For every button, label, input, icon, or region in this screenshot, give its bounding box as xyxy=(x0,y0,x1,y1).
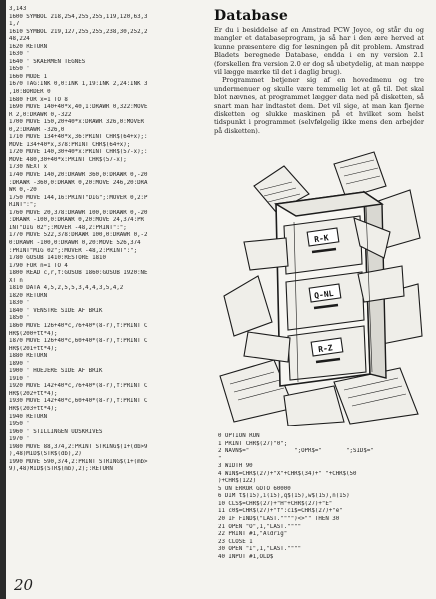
article-title: Database xyxy=(214,8,288,24)
code-line: 3 WIDTH 90 xyxy=(218,463,253,470)
code-line: 1690 MOVE 140+40*x,40,1:DRAWR 0,322:MOVE xyxy=(9,104,148,111)
code-line: 1840 ' VENSTRE SIDE AF BRIK xyxy=(9,307,103,314)
basic-listing-right xyxy=(218,433,428,561)
code-line: RINT":"; xyxy=(9,202,37,209)
article-body xyxy=(214,26,424,135)
basic-listing-left xyxy=(9,6,209,474)
code-line: 4 WIN$=CHR$(27)+"X"+CHR$(34)+" "+CHR$(50 xyxy=(218,470,357,477)
paper-sheet xyxy=(284,386,344,426)
code-line: 1640 ' SKAERMEN TEGNES xyxy=(9,58,86,65)
cabinet-drawer-top xyxy=(284,216,362,274)
code-line: 1630 ' xyxy=(9,51,30,58)
code-line: 1900 ' HOEJERE SIDE AF BRIK xyxy=(9,368,103,375)
code-line: 1910 ' xyxy=(9,375,30,382)
code-line: HR$(200+tt*4); xyxy=(9,330,58,337)
code-line: 1990 MOVE 590,374,2:PRINT STRING$(1+(mb> xyxy=(9,458,148,465)
code-line: 1880 RETURN xyxy=(9,353,48,360)
code-line: HR$(203+tt*4); xyxy=(9,405,58,412)
code-line: R 2,0:DRAWR 0,-322 xyxy=(9,111,72,118)
code-line: 1,7 xyxy=(9,21,20,28)
drawer-label-text: R-Z xyxy=(317,343,334,355)
paper-sheet xyxy=(334,152,386,198)
code-line: " xyxy=(218,455,222,462)
code-line: HR$(201+tt*4); xyxy=(9,345,58,352)
code-line: 1750 MOVE 144,16:PRINT"DIG";:MOVER 0,2:P xyxy=(9,194,148,201)
article-paragraph: Programmet betjener sig af en hovedmenu og tre undermenuer og skulle være temmelig let at gå til. Det skal blot nævnes, at programmet lægger data ned på disketten, så snart man har indtastet dem. Det vil sige, at man kan fjerne disketten og slukke maskinen på et hvilket som helst tidspunkt i programmet (selvfølgelig ikke mens den arbejder på disketten). xyxy=(214,76,424,135)
code-line: 1770 MOVE 522,378:DRAWR 100,0:DRAWR 0,-2 xyxy=(9,232,148,239)
code-line: 1660 MODE 1 xyxy=(9,73,48,80)
code-line: :DRAWR -360,0:DRAWR 0,20:MOVE 246,20:DRA xyxy=(9,179,148,186)
code-line: 1870 MOVE 126+40*c,60+40*(8-r),f:PRINT C xyxy=(9,338,148,345)
code-line: 1740 MOVE 140,20:DRAWR 360,0:DRAWR 0,-20 xyxy=(9,172,148,179)
code-line: 3,143 xyxy=(9,6,27,12)
code-line: 1820 RETURN xyxy=(9,292,48,299)
article-column xyxy=(212,8,424,135)
code-line: HR$(202+tt*4); xyxy=(9,390,58,397)
code-line: 1860 MOVE 126+40*c,76+40*(8-r),f:PRINT C xyxy=(9,322,148,329)
page-number: 20 xyxy=(14,576,34,594)
code-line: 22 PRINT #1,"Aldrig" xyxy=(218,531,288,538)
code-line: 1970 ' xyxy=(9,436,30,443)
code-line: 1760 MOVE 20,378:DRAWR 100,0:DRAWR 0,-20 xyxy=(9,209,148,216)
code-line: :DRAWR -100,0:DRAWR 0,20:MOVE 24,374:PR xyxy=(9,217,145,224)
code-line: 10 CLS$=CHR$(27)+"H"+CHR$(27)+"E" xyxy=(218,500,333,507)
code-line: ,10:BORDER 0 xyxy=(9,89,51,96)
cabinet-drawer-middle xyxy=(286,272,364,330)
code-line: WR 0,-20 xyxy=(9,187,37,194)
code-line: MOVE 134+40*x,378:PRINT CHR$(64+x); xyxy=(9,141,131,148)
page-binding-edge xyxy=(0,0,6,599)
code-line: 2 NAVN$=" ";OPR$=" ";SID$=" xyxy=(218,448,374,455)
code-line: 1670 TAG:INK 0,0:INK 1,19:INK 2,24:INK 3 xyxy=(9,81,148,88)
code-line: 1700 MOVE 150,20+40*x:DRAWR 326,0:MOVER xyxy=(9,119,145,126)
code-line: 30 OPEN "I",1,"LAST."""" xyxy=(218,546,302,553)
code-line: 48,224 xyxy=(9,36,30,43)
code-line: )+CHR$(122) xyxy=(218,478,257,485)
code-line: 1610 SYMBOL 219,127,255,255,238,30,252,2 xyxy=(9,28,148,35)
code-line: 1960 ' STILLINGEN UDSKRIVES xyxy=(9,428,103,435)
code-line: 1810 DATA 4,5,2,5,5,3,4,4,3,5,4,2 xyxy=(9,285,124,292)
code-line: 1940 RETURN xyxy=(9,413,48,420)
code-line: 23 CLOSE 1 xyxy=(218,538,253,545)
paper-sheet xyxy=(244,238,288,270)
code-line: 1850 ' xyxy=(9,315,30,322)
code-line: 5 ON ERROR GOTO 60000 xyxy=(218,485,291,492)
code-line: 1790 FOR n=1 TO 4 xyxy=(9,262,68,269)
code-line: MOVE 480,30+40*x:PRINT CHR$(57-x); xyxy=(9,156,127,163)
code-line: 1920 MOVE 142+40*c,76+40*(8-r),f:PRINT C xyxy=(9,383,148,390)
code-line: 1650 ' xyxy=(9,66,30,73)
code-line: 1800 READ c,r,f:GOSUB 1860:GOSUB 1920:NE xyxy=(9,270,148,277)
paper-sheet xyxy=(244,332,290,362)
paper-sheet xyxy=(224,276,272,336)
code-line: 1890 ' xyxy=(9,360,30,367)
code-line: 1980 MOVE 88,374,2:PRINT STRING$(1+(db>9 xyxy=(9,443,148,450)
article-paragraph: Er du i besiddelse af en Amstrad PCW Joyce, og står du og mangler et databaseprogram, ja så har i den ære herved at kunne præsentere dig for løsningen på dit problem. Amstrad Bladets beregnede Database, endda i en ny version 2.1 (forskellen fra version 2.0 er dog så ubetydelig, at man næppe vil lægge mærke til det i daglig brug). xyxy=(214,26,424,77)
code-line: 1620 RETURN xyxy=(9,43,48,50)
drawer-label-text: Q-NL xyxy=(313,288,335,301)
code-line: 1720 MOVE 140,30+40*x:PRINT CHR$(57-x);: xyxy=(9,149,148,156)
code-line: 21 OPEN "O",1,"LAST."""" xyxy=(218,523,302,530)
code-line: 1710 MOVE 134+40*x,36:PRINT CHR$(64+x);: xyxy=(9,134,148,141)
code-line: 1730 NEXT x xyxy=(9,164,48,171)
code-line: 0:DRAWR -100,0:DRAWR 0,20:MOVE 526,374 xyxy=(9,239,141,246)
code-line: 11 c0$=CHR$(27)+"f":c1$=CHR$(27)+"e" xyxy=(218,508,343,515)
code-line: 1950 ' xyxy=(9,421,30,428)
code-line: 6 DIM t$(15),i(15),q$(15),w$(15),n(15) xyxy=(218,493,350,500)
code-line: 1600 SYMBOL 218,254,255,255,119,120,63,3 xyxy=(9,13,148,20)
drawer-label-text: R-K xyxy=(313,233,330,245)
code-line: 1780 GOSUB 1410:RESTORE 1810 xyxy=(9,255,106,262)
code-line: 9),48)MID$(STR$(mb),2);:RETURN xyxy=(9,466,113,473)
code-line: XT n xyxy=(9,277,23,284)
code-line: 0,2:DRAWR -326,0 xyxy=(9,126,65,133)
code-line: 1680 FOR x=1 TO 8 xyxy=(9,96,68,103)
code-line: ),48)MID$(STR$(db),2) xyxy=(9,451,82,458)
code-line: 40 INPUT #1,OLD$ xyxy=(218,553,274,560)
code-line: 1830 ' xyxy=(9,300,30,307)
code-line: :PRINT"MIG 02";:MOVER -48,2:PRINT":"; xyxy=(9,247,138,254)
code-line: 1 PRINT CHR$(27)"0"; xyxy=(218,440,288,447)
code-line: INT"DIG 02";:MOVER -48,2:PRINT":"; xyxy=(9,224,127,231)
code-line: 20 IF FIND$("LAST."""")<>"" THEN 30 xyxy=(218,516,340,523)
code-line: 0 OPTION RUN xyxy=(218,433,260,439)
code-line: 1930 MOVE 142+40*c,60+40*(8-r),f:PRINT C xyxy=(9,398,148,405)
filing-cabinet-illustration xyxy=(214,146,424,426)
